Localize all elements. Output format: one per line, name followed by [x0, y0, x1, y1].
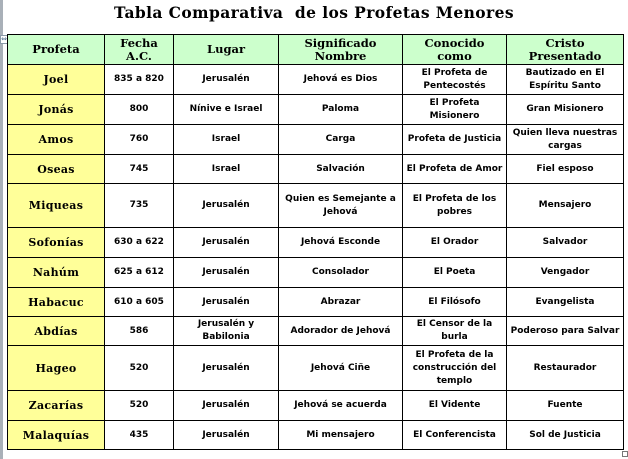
table-row: [8, 228, 624, 258]
cell-lugar: Jerusalén: [174, 184, 279, 228]
cell-profeta: Nahúm: [8, 258, 105, 288]
cell-profeta: Habacuc: [8, 288, 105, 317]
cell-significado: Quien es Semejante a Jehová: [279, 184, 403, 228]
header-fecha: Fecha A.C.: [105, 35, 174, 65]
cell-conocido: El Filósofo: [403, 288, 507, 317]
cell-lugar: Jerusalén: [174, 421, 279, 450]
cell-lugar: Jerusalén: [174, 391, 279, 421]
cell-significado: Jehová Ciñe: [279, 346, 403, 391]
table-move-handle-icon[interactable]: ⇔: [1, 35, 7, 43]
table-row: [8, 258, 624, 288]
cell-fecha: 625 a 612: [105, 258, 174, 288]
cell-cristo: Salvador: [507, 228, 624, 258]
cell-profeta: Zacarías: [8, 391, 105, 421]
cell-profeta: Joel: [8, 65, 105, 95]
cell-cristo: Evangelista: [507, 288, 624, 317]
cell-conocido: El Profeta Misionero: [403, 95, 507, 125]
cell-fecha: 435: [105, 421, 174, 450]
cell-cristo: Mensajero: [507, 184, 624, 228]
cell-fecha: 835 a 820: [105, 65, 174, 95]
header-profeta: Profeta: [8, 35, 105, 65]
cell-fecha: 745: [105, 155, 174, 184]
table-row: [8, 184, 624, 228]
cell-conocido: El Profeta de la construcción del templo: [403, 346, 507, 391]
cell-conocido: El Orador: [403, 228, 507, 258]
cell-cristo: Quien lleva nuestras cargas: [507, 125, 624, 155]
header-significado: Significado Nombre: [279, 35, 403, 65]
cell-conocido: El Profeta de Amor: [403, 155, 507, 184]
cell-significado: Adorador de Jehová: [279, 317, 403, 346]
cell-significado: Salvación: [279, 155, 403, 184]
cell-profeta: Miqueas: [8, 184, 105, 228]
cell-fecha: 735: [105, 184, 174, 228]
cell-cristo: Sol de Justicia: [507, 421, 624, 450]
cell-cristo: Bautizado en El Espíritu Santo: [507, 65, 624, 95]
cell-profeta: Abdías: [8, 317, 105, 346]
table-row: [8, 65, 624, 95]
table-row: [8, 346, 624, 391]
cell-profeta: Amos: [8, 125, 105, 155]
cell-profeta: Oseas: [8, 155, 105, 184]
cell-lugar: Nínive e Israel: [174, 95, 279, 125]
cell-lugar: Jerusalén: [174, 258, 279, 288]
header-lugar: Lugar: [174, 35, 279, 65]
cell-fecha: 610 a 605: [105, 288, 174, 317]
cell-cristo: Fiel esposo: [507, 155, 624, 184]
cell-significado: Abrazar: [279, 288, 403, 317]
table-resize-handle[interactable]: [622, 451, 628, 457]
table-row: [8, 288, 624, 317]
cell-profeta: Malaquías: [8, 421, 105, 450]
table-row: [8, 317, 624, 346]
cell-conocido: El Censor de la burla: [403, 317, 507, 346]
cell-conocido: El Profeta de los pobres: [403, 184, 507, 228]
cell-fecha: 760: [105, 125, 174, 155]
table-row: [8, 155, 624, 184]
cell-significado: Consolador: [279, 258, 403, 288]
cell-fecha: 800: [105, 95, 174, 125]
cell-lugar: Israel: [174, 125, 279, 155]
cell-significado: Mi mensajero: [279, 421, 403, 450]
cell-significado: Jehová Esconde: [279, 228, 403, 258]
table-row: [8, 421, 624, 450]
document-title: Tabla Comparativa de los Profetas Menores: [114, 3, 514, 22]
cell-lugar: Jerusalén: [174, 228, 279, 258]
editor-left-margin-bar: [0, 0, 3, 459]
table-row: [8, 95, 624, 125]
cell-cristo: Poderoso para Salvar: [507, 317, 624, 346]
cell-fecha: 520: [105, 346, 174, 391]
cell-significado: Jehová se acuerda: [279, 391, 403, 421]
cell-lugar: Jerusalén: [174, 346, 279, 391]
cell-cristo: Gran Misionero: [507, 95, 624, 125]
cell-cristo: Vengador: [507, 258, 624, 288]
cell-significado: Jehová es Dios: [279, 65, 403, 95]
table-row: [8, 125, 624, 155]
cell-lugar: Jerusalén: [174, 65, 279, 95]
cell-significado: Carga: [279, 125, 403, 155]
header-cristo: Cristo Presentado: [507, 35, 624, 65]
cell-significado: Paloma: [279, 95, 403, 125]
cell-profeta: Hageo: [8, 346, 105, 391]
cell-conocido: El Profeta de Pentecostés: [403, 65, 507, 95]
cell-fecha: 520: [105, 391, 174, 421]
cell-conocido: El Vidente: [403, 391, 507, 421]
table-row: [8, 391, 624, 421]
prophets-comparison-table: [7, 34, 624, 450]
cell-fecha: 586: [105, 317, 174, 346]
cell-cristo: Fuente: [507, 391, 624, 421]
cell-cristo: Restaurador: [507, 346, 624, 391]
table-header-row: [8, 35, 624, 65]
cell-fecha: 630 a 622: [105, 228, 174, 258]
cell-profeta: Jonás: [8, 95, 105, 125]
header-conocido: Conocido como: [403, 35, 507, 65]
cell-conocido: Profeta de Justicia: [403, 125, 507, 155]
cell-lugar: Jerusalén y Babilonia: [174, 317, 279, 346]
cell-lugar: Jerusalén: [174, 288, 279, 317]
cell-lugar: Israel: [174, 155, 279, 184]
cell-conocido: El Conferencista: [403, 421, 507, 450]
cell-conocido: El Poeta: [403, 258, 507, 288]
cell-profeta: Sofonías: [8, 228, 105, 258]
